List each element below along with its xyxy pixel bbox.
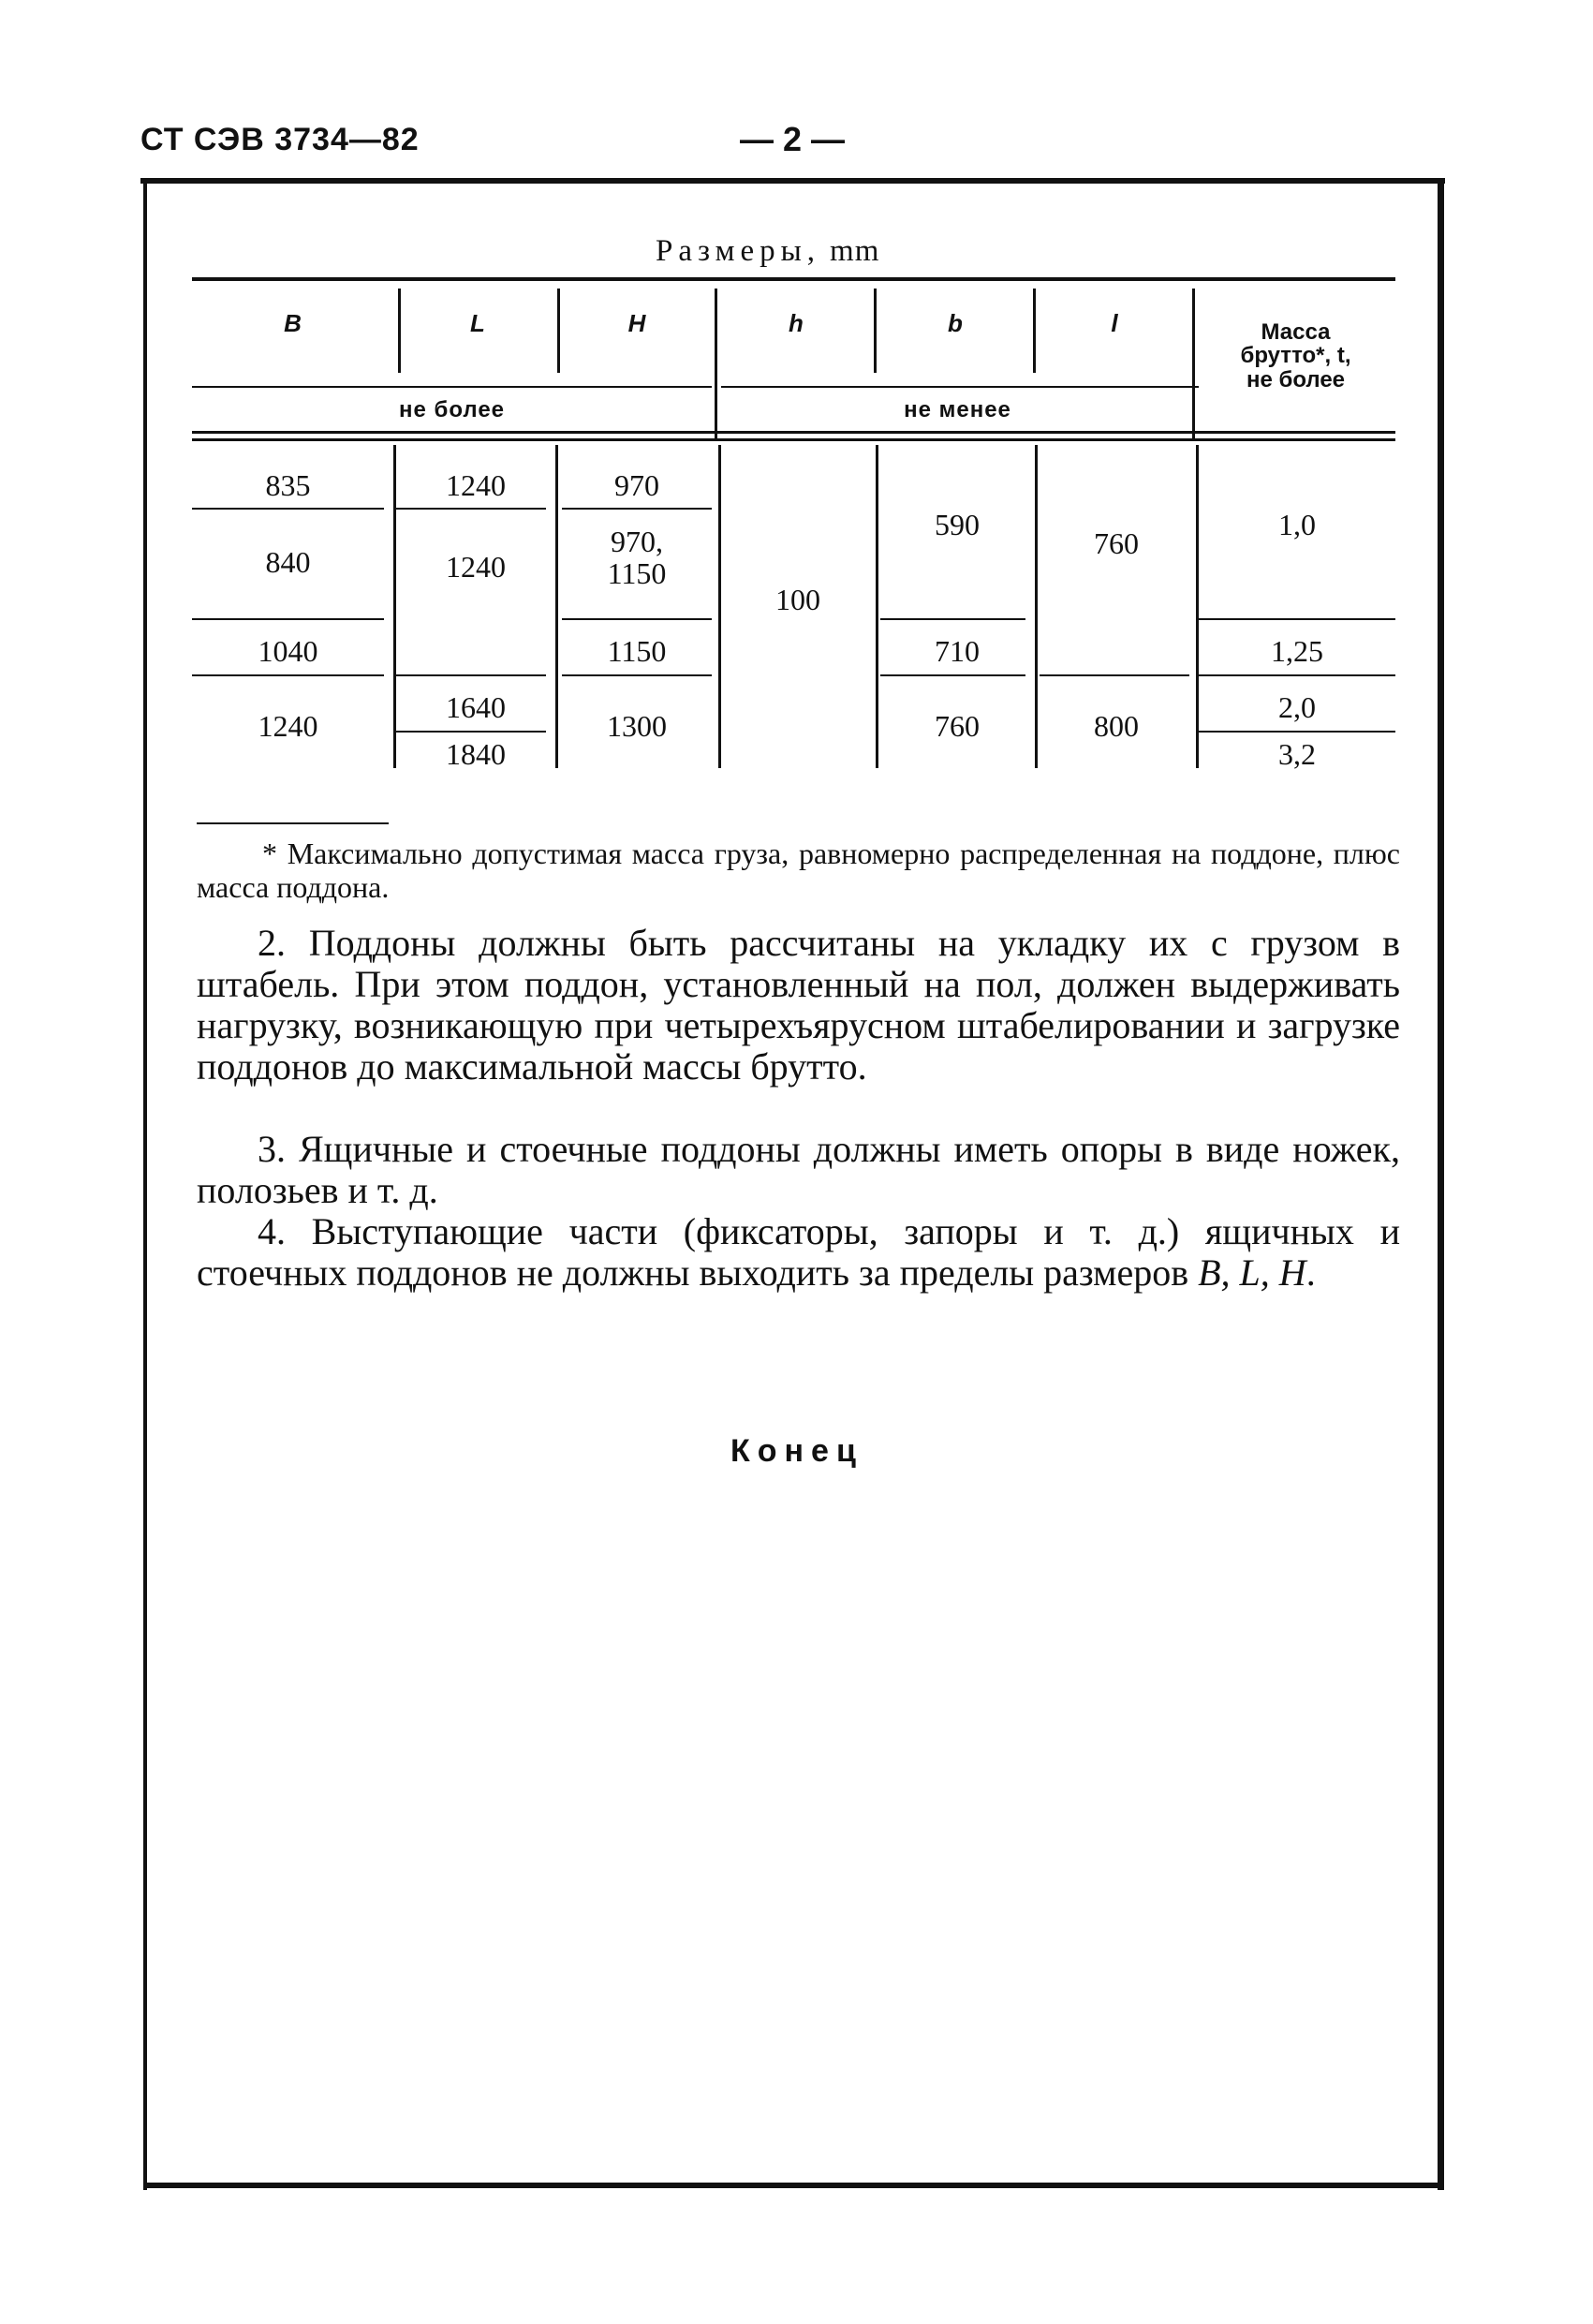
header-group-max: не более: [398, 397, 506, 422]
paragraph-4-vars: B, L, H: [1198, 1251, 1306, 1294]
row4-rule-L: [396, 731, 546, 733]
cell-mass-row4a: 2,0: [1278, 690, 1316, 724]
header-mass-line1: Масса: [1261, 319, 1331, 346]
row1-rule-H: [562, 508, 712, 510]
row3-rule-mass: [1199, 674, 1395, 676]
row2-rule-B: [192, 618, 384, 620]
frame-right-border: [1438, 178, 1444, 2190]
paragraph-4-text: 4. Выступающие части (фиксаторы, запоры и т. д.) ящичных и стоечных поддонов не должны выходить за пределы размеров: [197, 1210, 1400, 1294]
cell-B-row2: 840: [265, 545, 311, 579]
cell-mass-row4b: 3,2: [1278, 737, 1316, 771]
row1-rule-L: [396, 508, 546, 510]
cell-b-row3: 710: [935, 633, 980, 668]
cell-h-all: 100: [775, 583, 820, 616]
cell-L-row4a: 1640: [446, 690, 506, 724]
paragraph-4-end: .: [1305, 1251, 1316, 1294]
cell-l-row4: 800: [1094, 709, 1139, 743]
table-caption-text: Размеры,: [656, 234, 821, 268]
row2-rule-mass: [1199, 618, 1395, 620]
row3-rule-l: [1040, 674, 1189, 676]
cell-H-row3: 1150: [607, 633, 667, 668]
table-caption: [656, 234, 879, 269]
row3-rule-H: [562, 674, 712, 676]
header-b: b: [948, 309, 963, 337]
cell-L-row4b: 1840: [446, 737, 506, 771]
row3-rule-B: [192, 674, 384, 676]
page-number: — 2 —: [740, 120, 846, 158]
cell-l-row1-3: 760: [1094, 526, 1139, 560]
footnote-rule: [197, 822, 389, 824]
table-top-rule: [192, 277, 1395, 281]
row3-rule-b: [880, 674, 1025, 676]
table-caption-unit: mm: [830, 234, 880, 268]
cell-H-row1: 970: [614, 467, 659, 502]
cell-L-row2: 1240: [446, 550, 506, 584]
cell-b-row4: 760: [935, 709, 980, 743]
header-mass: [1196, 309, 1395, 403]
dimensions-table: [192, 272, 1395, 806]
header-group-rule-min: [721, 386, 1199, 388]
row3-rule-L: [396, 674, 546, 676]
end-word: Конец: [730, 1433, 863, 1469]
cell-mass-row3: 1,25: [1271, 633, 1323, 668]
paragraph-3: 3. Ящичные и стоечные поддоны должны иметь опоры в виде ножек, полозьев и т. д.: [197, 1128, 1400, 1211]
frame-left-border: [143, 178, 147, 2190]
header-bottom-rule-2: [192, 438, 1395, 441]
row2-rule-b: [880, 618, 1025, 620]
cell-B-row4: 1240: [258, 709, 318, 743]
row1-rule-B: [192, 508, 384, 510]
cell-H-row2b: 1150: [607, 556, 667, 590]
header-h: h: [789, 309, 804, 337]
header-group-min: не менее: [904, 397, 1011, 422]
header-group-rule-max: [192, 386, 712, 388]
cell-H-row4: 1300: [607, 709, 667, 743]
header-L: L: [470, 309, 485, 337]
footnote: * Максимально допустимая масса груза, равномерно распределенная на поддоне, плюс масса поддона.: [197, 836, 1400, 904]
cell-H-row2a: 970,: [611, 525, 663, 558]
header-H: H: [627, 309, 646, 337]
frame-bottom-border: [143, 2183, 1444, 2188]
header-B: B: [284, 309, 302, 337]
header-mass-line3: не более: [1246, 366, 1346, 392]
row4-rule-mass: [1199, 731, 1395, 733]
row2-rule-H: [562, 618, 712, 620]
paragraph-2: 2. Поддоны должны быть рассчитаны на укладку их с грузом в штабель. При этом поддон, установленный на пол, должен выдерживать нагрузку, возникающую при четырехъярусном штабелировании и загрузке поддонов до максимальной массы брутто.: [197, 922, 1400, 1088]
header-bottom-rule-1: [192, 431, 1395, 434]
cell-B-row1: 835: [265, 467, 311, 502]
paragraph-4: [197, 1211, 1400, 1294]
cell-B-row3: 1040: [258, 633, 318, 668]
cell-L-row1: 1240: [446, 467, 506, 502]
cell-b-row1-2: 590: [935, 508, 980, 541]
header-mass-line2: брутто*, t,: [1240, 343, 1351, 369]
document-code: СТ СЭВ 3734—82: [140, 122, 420, 157]
header-l: l: [1111, 309, 1118, 337]
frame-top-border: [140, 178, 1445, 184]
cell-mass-row1-2: 1,0: [1278, 508, 1316, 541]
